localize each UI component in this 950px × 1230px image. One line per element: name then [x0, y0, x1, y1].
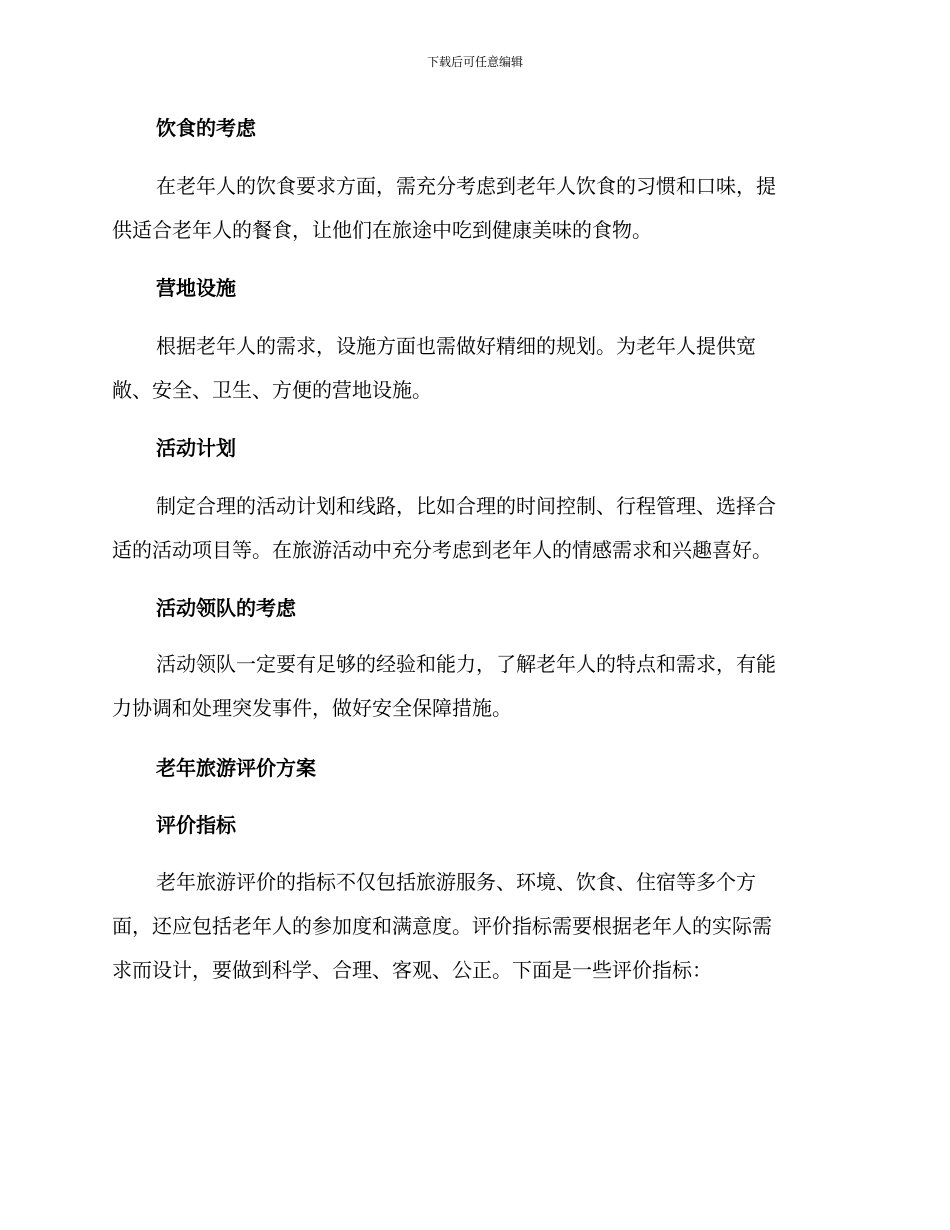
page-header: 下载后可任意编辑 — [426, 55, 523, 69]
section-paragraph-tour-leader — [112, 642, 832, 730]
paragraph-line: 求而设计，要做到科学、合理、客观、公正。下面是一些评价指标： — [112, 958, 712, 982]
evaluation-subheading: 评价指标 — [156, 813, 236, 837]
paragraph-line: 在老年人的饮食要求方面，需充分考虑到老年人饮食的习惯和口味，提 — [156, 174, 776, 198]
paragraph-line: 根据老年人的需求，设施方面也需做好精细的规划。为老年人提供宽 — [156, 334, 756, 358]
section-heading-activity-plan: 活动计划 — [156, 436, 236, 460]
paragraph-line: 力协调和处理突发事件，做好安全保障措施。 — [112, 696, 512, 720]
paragraph-line: 活动领队一定要有足够的经验和能力，了解老年人的特点和需求，有能 — [156, 652, 776, 676]
evaluation-paragraph — [112, 860, 832, 992]
paragraph-line: 供适合老年人的餐食，让他们在旅途中吃到健康美味的食物。 — [112, 218, 652, 242]
section-heading-tour-leader: 活动领队的考虑 — [156, 596, 296, 620]
paragraph-line: 制定合理的活动计划和线路，比如合理的时间控制、行程管理、选择合 — [156, 494, 776, 518]
section-heading-diet: 饮食的考虑 — [156, 116, 256, 140]
section-paragraph-camp-facilities — [112, 324, 832, 412]
section-paragraph-activity-plan — [112, 484, 832, 572]
paragraph-line: 面，还应包括老年人的参加度和满意度。评价指标需要根据老年人的实际需 — [112, 914, 772, 938]
evaluation-title: 老年旅游评价方案 — [156, 756, 316, 780]
section-paragraph-diet — [112, 164, 832, 252]
paragraph-line: 老年旅游评价的指标不仅包括旅游服务、环境、饮食、住宿等多个方 — [156, 870, 756, 894]
paragraph-line: 敞、安全、卫生、方便的营地设施。 — [112, 378, 432, 402]
paragraph-line: 适的活动项目等。在旅游活动中充分考虑到老年人的情感需求和兴趣喜好。 — [112, 538, 772, 562]
section-heading-camp-facilities: 营地设施 — [156, 276, 236, 300]
